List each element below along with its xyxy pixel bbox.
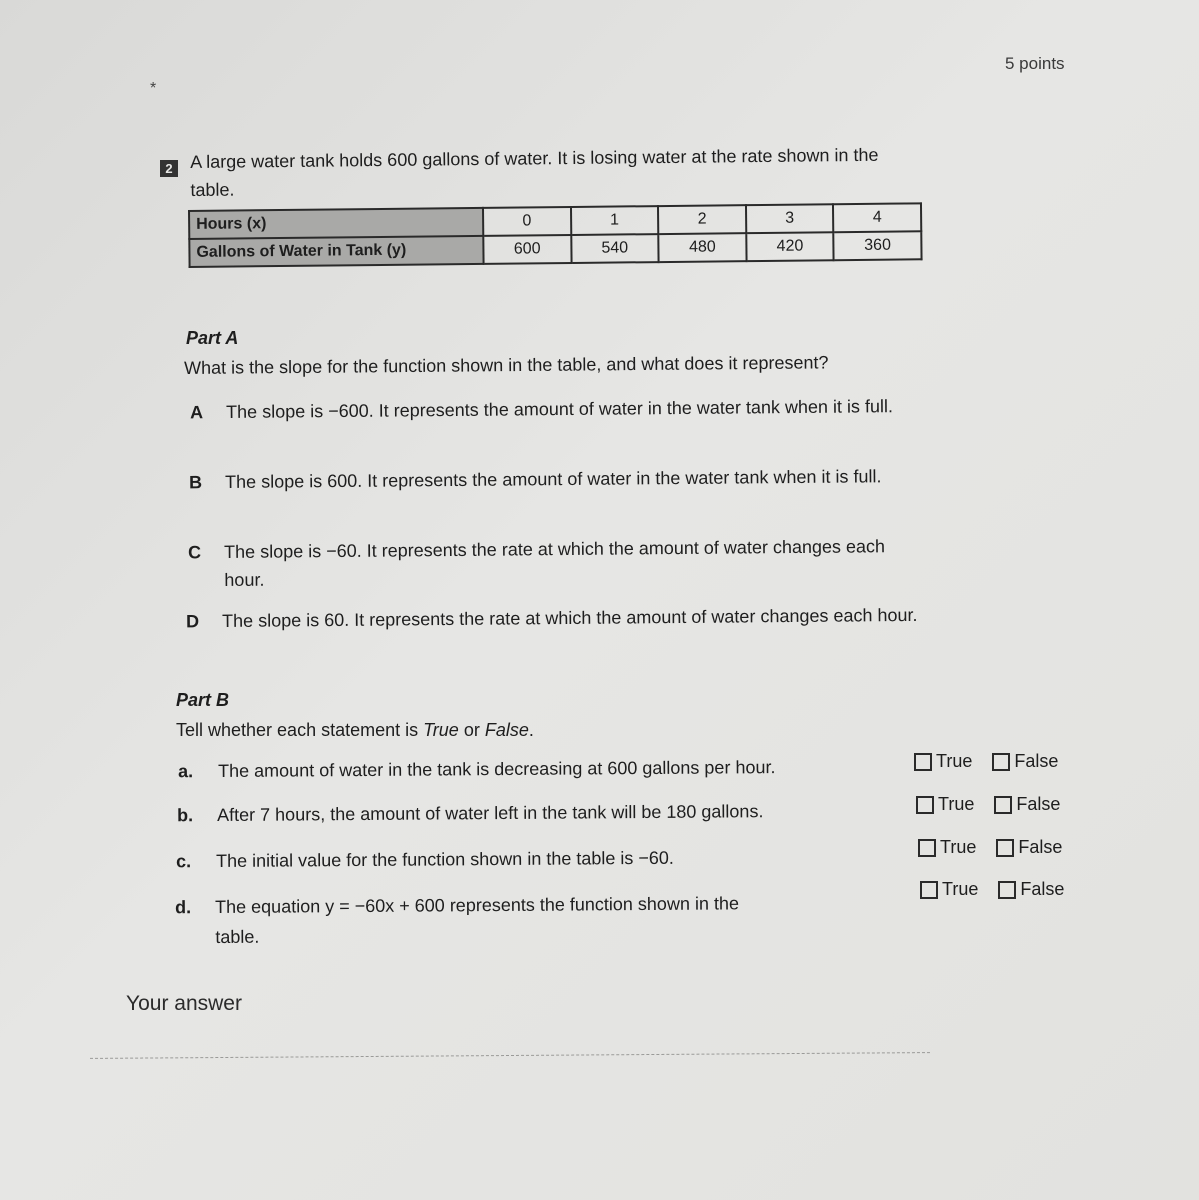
- tf-row-b: [916, 794, 1074, 815]
- checkbox[interactable]: [916, 796, 934, 814]
- true-label: True: [942, 879, 979, 899]
- part-b-instruction: [176, 720, 534, 741]
- statement-b: [177, 795, 897, 830]
- choice-a: [190, 392, 926, 426]
- table-cell: 600: [483, 235, 571, 264]
- choice-letter: C: [188, 542, 202, 563]
- part-a-question: What is the slope for the function shown in the table, and what does it represent?: [184, 352, 829, 378]
- checkbox[interactable]: [996, 839, 1014, 857]
- false-label: False: [1016, 794, 1061, 814]
- statement-label: a.: [178, 761, 194, 782]
- false-option[interactable]: [998, 879, 1064, 900]
- statement-c: [176, 841, 896, 876]
- true-label: True: [938, 794, 975, 814]
- statement-text: The amount of water in the tank is decreasing at 600 gallons per hour.: [218, 757, 776, 781]
- true-label: True: [936, 751, 973, 771]
- statement-a: [178, 751, 898, 786]
- tf-row-c: [918, 837, 1076, 858]
- instruction-text: Tell whether each statement is: [176, 720, 424, 740]
- statement-text: The initial value for the function shown in the table is −60.: [216, 847, 674, 871]
- false-option[interactable]: [996, 837, 1062, 858]
- statement-label: c.: [176, 851, 192, 872]
- table-cell: 420: [746, 232, 834, 261]
- true-option[interactable]: [916, 794, 974, 815]
- checkbox[interactable]: [994, 796, 1012, 814]
- instruction-true: True: [423, 720, 459, 740]
- false-option[interactable]: [992, 751, 1058, 772]
- choice-c: [188, 532, 924, 594]
- checkbox[interactable]: [992, 753, 1010, 771]
- statement-d: [175, 888, 775, 952]
- table-cell: 480: [658, 233, 746, 262]
- checkbox[interactable]: [918, 839, 936, 857]
- choice-text: The slope is −60. It represents the rate at which the amount of water changes each hour.: [224, 536, 886, 590]
- points-label: 5 points: [1005, 54, 1065, 73]
- true-option[interactable]: [914, 751, 972, 772]
- table-cell: 3: [746, 204, 834, 233]
- answer-input-line[interactable]: [90, 1052, 930, 1059]
- part-b-title: Part B: [176, 690, 230, 710]
- true-option[interactable]: [918, 837, 976, 858]
- table-cell: 360: [834, 231, 922, 260]
- choice-b: [189, 462, 925, 496]
- instruction-or: or: [458, 720, 485, 740]
- instruction-end: .: [528, 720, 534, 740]
- statement-label: d.: [175, 897, 192, 918]
- choice-text: The slope is −600. It represents the amount of water in the water tank when it is full.: [226, 396, 894, 422]
- required-marker: *: [150, 80, 157, 97]
- choice-letter: B: [189, 472, 203, 493]
- checkbox[interactable]: [914, 753, 932, 771]
- choice-text: The slope is 600. It represents the amount of water in the water tank when it is full.: [225, 466, 882, 492]
- checkbox[interactable]: [920, 881, 938, 899]
- false-label: False: [1020, 879, 1065, 899]
- true-label: True: [940, 837, 977, 857]
- choice-text: The slope is 60. It represents the rate at which the amount of water changes each hour.: [222, 604, 918, 631]
- row-label-hours: Hours (x): [189, 208, 483, 239]
- table-cell: 2: [658, 205, 746, 234]
- choice-letter: D: [186, 611, 200, 632]
- table-cell: 4: [833, 203, 921, 232]
- choice-letter: A: [190, 402, 204, 423]
- part-a-title: Part A: [186, 328, 239, 348]
- your-answer-label: Your answer: [126, 992, 242, 1015]
- question-text: A large water tank holds 600 gallons of water. It is losing water at the rate shown in the table.: [190, 144, 879, 200]
- checkbox[interactable]: [998, 881, 1016, 899]
- table-cell: 540: [571, 234, 659, 263]
- statement-text: The equation y = −60x + 600 represents the function shown in the table.: [215, 893, 740, 947]
- false-label: False: [1014, 751, 1059, 771]
- table-cell: 1: [571, 206, 659, 235]
- data-table: [188, 202, 923, 268]
- statement-label: b.: [177, 805, 194, 826]
- false-option[interactable]: [994, 794, 1060, 815]
- choice-d: [186, 601, 922, 635]
- false-label: False: [1018, 837, 1063, 857]
- question-number-badge: 2: [160, 160, 178, 177]
- table-cell: 0: [483, 207, 571, 236]
- statement-text: After 7 hours, the amount of water left in the tank will be 180 gallons.: [217, 801, 764, 825]
- instruction-false: False: [484, 720, 529, 740]
- tf-row-a: [914, 751, 1072, 772]
- row-label-gallons: Gallons of Water in Tank (y): [189, 236, 483, 267]
- true-option[interactable]: [920, 879, 978, 900]
- tf-row-d: [920, 879, 1078, 900]
